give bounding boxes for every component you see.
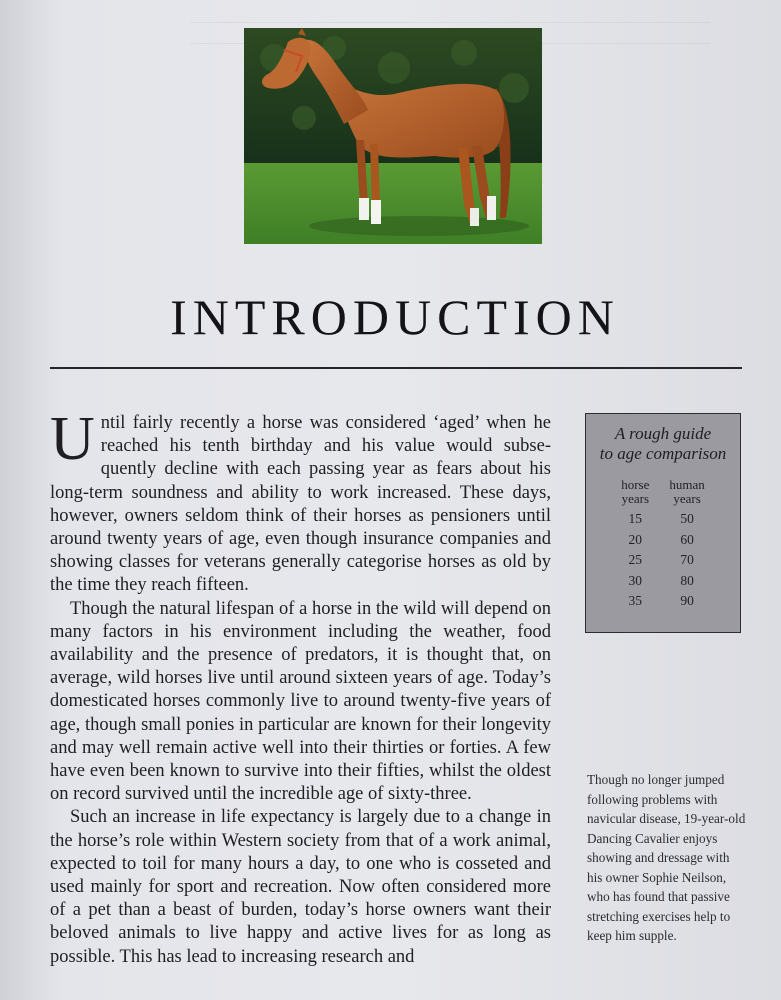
horse-photo	[244, 28, 542, 244]
horse-years-cell: 25	[628, 552, 643, 567]
paragraph-1-text: ntil fairly recently a horse was considered ‘aged’ when he reached his tenth birthday and his value would subse-quently decline with each passing year as fears about his long-term soundness and ability to work increased. These days, however, owners seldom think of their horses as pensioners until around twenty years of age, even though insurance companies and showing classes for veterans generally categorise horses as old by the time they reach fifteen.	[50, 413, 551, 596]
age-comparison-table	[611, 478, 715, 612]
body-text	[50, 405, 551, 969]
age-box-title	[586, 424, 740, 464]
table-row	[611, 550, 715, 571]
horse-years-cell: 35	[628, 593, 643, 608]
human-years-cell: 80	[680, 572, 694, 588]
age-box-title-line2: to age comparison	[599, 444, 727, 463]
horse-years-cell: 30	[628, 572, 643, 588]
column-header-human: human years	[669, 477, 705, 506]
paragraph-1	[50, 405, 551, 598]
horse-years-cell: 15	[628, 511, 643, 526]
age-box-title-line1: A rough guide	[614, 424, 712, 443]
table-row	[611, 591, 715, 612]
human-years-cell: 70	[680, 552, 694, 567]
paragraph-2: Though the natural lifespan of a horse in the wild will depend on many factors in his environment including the weather, food availability and the presence of predators, it is thought that, on average, wild horses live until around sixteen years of age. Today’s domesticated horses commonly live to around twenty-five years of age, though small ponies in particular are known for their longevity and may well remain active well into their thirties or forties. A few have even been known to survive into their fifties, whilst the oldest on record survived until the incredible age of sixty-three.	[50, 598, 551, 805]
column-header-horse: horse years	[621, 477, 650, 506]
horse-years-cell: 20	[628, 531, 643, 547]
table-row	[611, 571, 715, 592]
drop-cap: U	[50, 405, 95, 473]
photo-caption: Though no longer jumped following problems with navicular disease, 19-year-old Dancing Cavalier enjoys showing and dressage with his owner Sophie Neilson, who has found that passive stretching exercises help to keep him supple.	[587, 772, 746, 943]
table-row	[611, 509, 715, 530]
human-years-cell: 50	[680, 511, 694, 526]
paragraph-3: Such an increase in life expectancy is largely due to a change in the horse’s role within Western society from that of a work animal, expected to toil for many hours a day, to one who is cosseted and used mainly for sport and recreation. Now often considered more of a pet than a beast of burden, today’s horse owners want their beloved animals to live happy and active lives for as long as possible. This has lead to increasing research and	[50, 807, 551, 967]
human-years-cell: 90	[680, 593, 694, 608]
age-comparison-box	[585, 413, 741, 633]
title-divider	[50, 367, 742, 369]
page-title: INTRODUCTION	[170, 289, 620, 345]
table-row	[611, 530, 715, 551]
human-years-cell: 60	[680, 531, 694, 547]
